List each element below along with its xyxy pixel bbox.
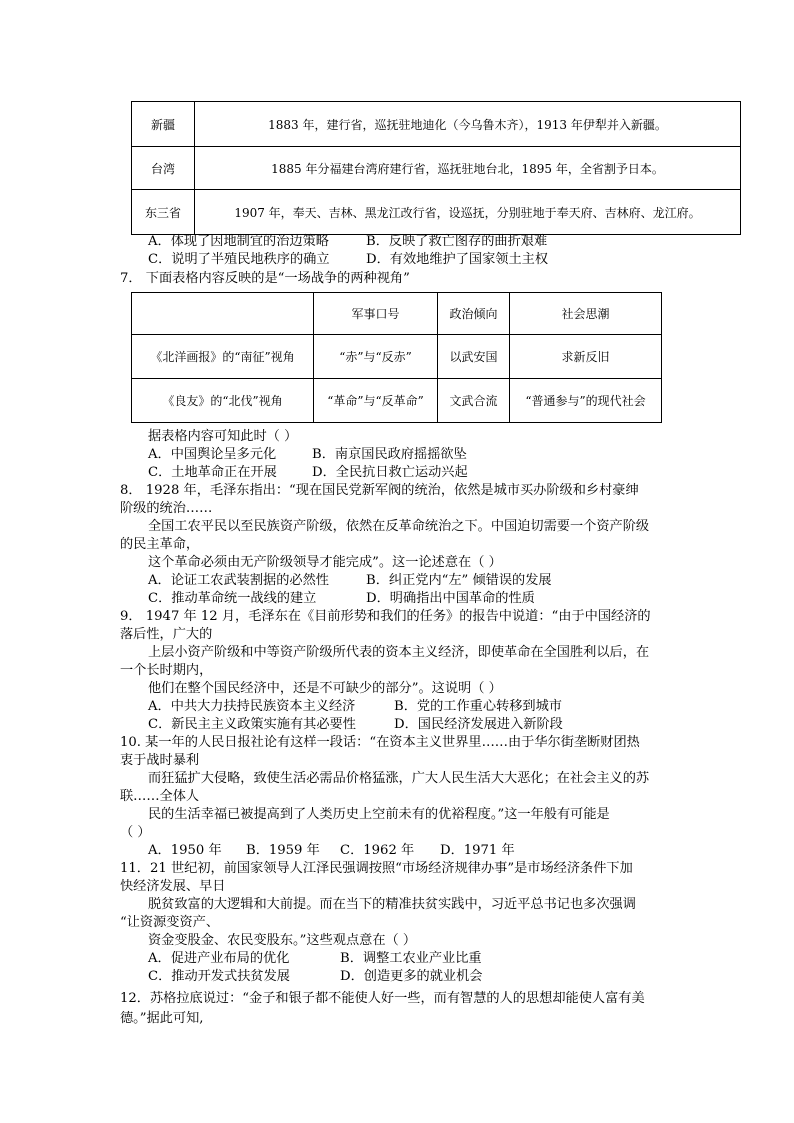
table-header-cell: 军事口号	[314, 293, 438, 335]
q8-line-1: 8． 1928 年，毛泽东指出：“现在国民党新军阀的统治，依然是城市买办阶级和乡村豪绅	[120, 483, 639, 498]
q9-option-d: D．国民经济发展进入新阶段	[394, 717, 563, 732]
q9-option-c: C．新民主主义政策实施有其必要性	[148, 717, 356, 732]
province-table	[131, 101, 741, 235]
q11-line-1: 11．21 世纪初，前国家领导人江泽民强调按照“市场经济规律办事”是市场经济条件下加	[120, 861, 633, 876]
q6-option-a: A．体现了因地制宜的治边策略	[148, 234, 329, 249]
q12-line-2: 德。”据此可知,	[120, 1011, 204, 1026]
table-row	[132, 147, 741, 190]
q9-line-5: 他们在整个国民经济中，还是不可缺少的部分”。这说明（ ）	[148, 681, 502, 696]
table-cell-text: 1885 年分福建台湾府建行省，巡抚驻地台北，1895 年，全省割予日本。	[195, 147, 741, 190]
table-cell-region: 台湾	[132, 147, 195, 190]
q9-option-b: B．党的工作重心转移到城市	[394, 699, 562, 714]
q11-line-3: 脱贫致富的大逻辑和大前提。而在当下的精准扶贫实践中，习近平总书记也多次强调	[148, 897, 636, 912]
table-cell: “革命”与“反革命”	[314, 379, 438, 423]
q10-line-3: 而狂猛扩大侵略，致使生活必需品价格猛涨，广大人民生活大大恶化；在社会主义的苏	[148, 771, 650, 786]
q11-option-c: C．推动开发式扶贫发展	[148, 969, 290, 984]
table-cell-text: 1907 年，奉天、吉林、黑龙江改行省，设巡抚，分别驻地于奉天府、吉林府、龙江府。	[195, 190, 741, 235]
table-row	[132, 102, 741, 147]
q8-option-b: B．纠正党内“左” 倾错误的发展	[366, 573, 552, 588]
table-row	[132, 379, 662, 423]
table-cell: 以武安国	[438, 335, 510, 379]
q6-option-c: C．说明了半殖民地秩序的确立	[148, 252, 330, 267]
q7-option-c: C．土地革命正在开展	[148, 465, 277, 480]
q10-line-6: （ ）	[120, 825, 151, 840]
q11-option-b: B．调整工农业产业比重	[340, 951, 482, 966]
q9-option-a: A．中共大力扶持民族资本主义经济	[148, 699, 356, 714]
q10-option-b: B．1959 年	[246, 843, 320, 858]
q7-lead: 据表格内容可知此时（ ）	[148, 429, 298, 444]
q10-option-a: A．1950 年	[148, 843, 222, 858]
q6-option-d: D．有效地维护了国家领土主权	[366, 252, 549, 267]
q11-option-d: D．创造更多的就业机会	[340, 969, 483, 984]
table-cell: “普通参与”的现代社会	[510, 379, 662, 423]
q8-line-5: 这个革命必须由无产阶级领导才能完成”。这一论述意在（ ）	[148, 555, 502, 570]
q7-option-d: D．全民抗日救亡运动兴起	[312, 465, 468, 480]
q10-line-4: 联……全体人	[120, 789, 200, 804]
q11-line-4: “让资源变资产、	[120, 915, 220, 930]
q8-line-4: 的民主革命，	[120, 537, 200, 552]
table-cell: 求新反旧	[510, 335, 662, 379]
table-cell-region: 新疆	[132, 102, 195, 147]
table-header-cell: 政治倾向	[438, 293, 510, 335]
q9-line-1: 9． 1947 年 12 月，毛泽东在《目前形势和我们的任务》的报告中说道：“由于中国经济的	[120, 609, 651, 624]
q11-option-a: A．促进产业布局的优化	[148, 951, 290, 966]
q10-option-c: C．1962 年	[340, 843, 415, 858]
table-cell-text: 1883 年，建行省，巡抚驻地迪化（今乌鲁木齐），1913 年伊犁并入新疆。	[195, 102, 741, 147]
q8-line-2: 阶级的统治……	[120, 501, 213, 516]
q11-line-2: 快经济发展、早日	[120, 879, 226, 894]
q10-option-d: D．1971 年	[440, 843, 515, 858]
table-row	[132, 335, 662, 379]
war-perspective-table	[131, 292, 662, 423]
table-row	[132, 190, 741, 235]
table-cell: 《北洋画报》的“南征”视角	[132, 335, 314, 379]
q9-line-4: 一个长时期内，	[120, 663, 213, 678]
q7-option-b: B．南京国民政府摇摇欲坠	[312, 447, 467, 462]
q9-line-2: 落后性，广大的	[120, 627, 213, 642]
q7-option-a: A．中国舆论呈多元化	[148, 447, 277, 462]
table-cell: 文武合流	[438, 379, 510, 423]
q12-line-1: 12．苏格拉底说过：“金子和银子都不能使人好一些，而有智慧的人的思想却能使人富有美	[120, 991, 645, 1006]
table-cell: “赤”与“反赤”	[314, 335, 438, 379]
q8-option-a: A．论证工农武装割据的必然性	[148, 573, 329, 588]
q8-line-3: 全国工农平民以至民族资产阶级，依然在反革命统治之下。中国迫切需要一个资产阶级	[148, 519, 650, 534]
q10-line-2: 衷于战时暴利	[120, 753, 200, 768]
q10-line-1: 10. 某一年的人民日报社论有这样一段话：“在资本主义世界里……由于华尔街垄断财团热	[120, 735, 640, 750]
table-header-cell: 社会思潮	[510, 293, 662, 335]
table-header-row	[132, 293, 662, 335]
table-cell: 《良友》的“北伐”视角	[132, 379, 314, 423]
q8-option-c: C．推动革命统一战线的建立	[148, 591, 317, 606]
q8-option-d: D．明确指出中国革命的性质	[366, 591, 535, 606]
q6-option-b: B．反映了救亡图存的曲折艰难	[366, 234, 548, 249]
q7-stem: 7． 下面表格内容反映的是“一场战争的两种视角”	[120, 271, 410, 286]
table-cell-region: 东三省	[132, 190, 195, 235]
q10-line-5: 民的生活幸福已被提高到了人类历史上空前未有的优裕程度。”这一年般有可能是	[148, 807, 610, 822]
table-header-cell	[132, 293, 314, 335]
q9-line-3: 上层小资产阶级和中等资产阶级所代表的资本主义经济，即使革命在全国胜利以后，在	[148, 645, 650, 660]
q11-line-5: 资金变股金、农民变股东。”这些观点意在（ ）	[148, 933, 417, 948]
